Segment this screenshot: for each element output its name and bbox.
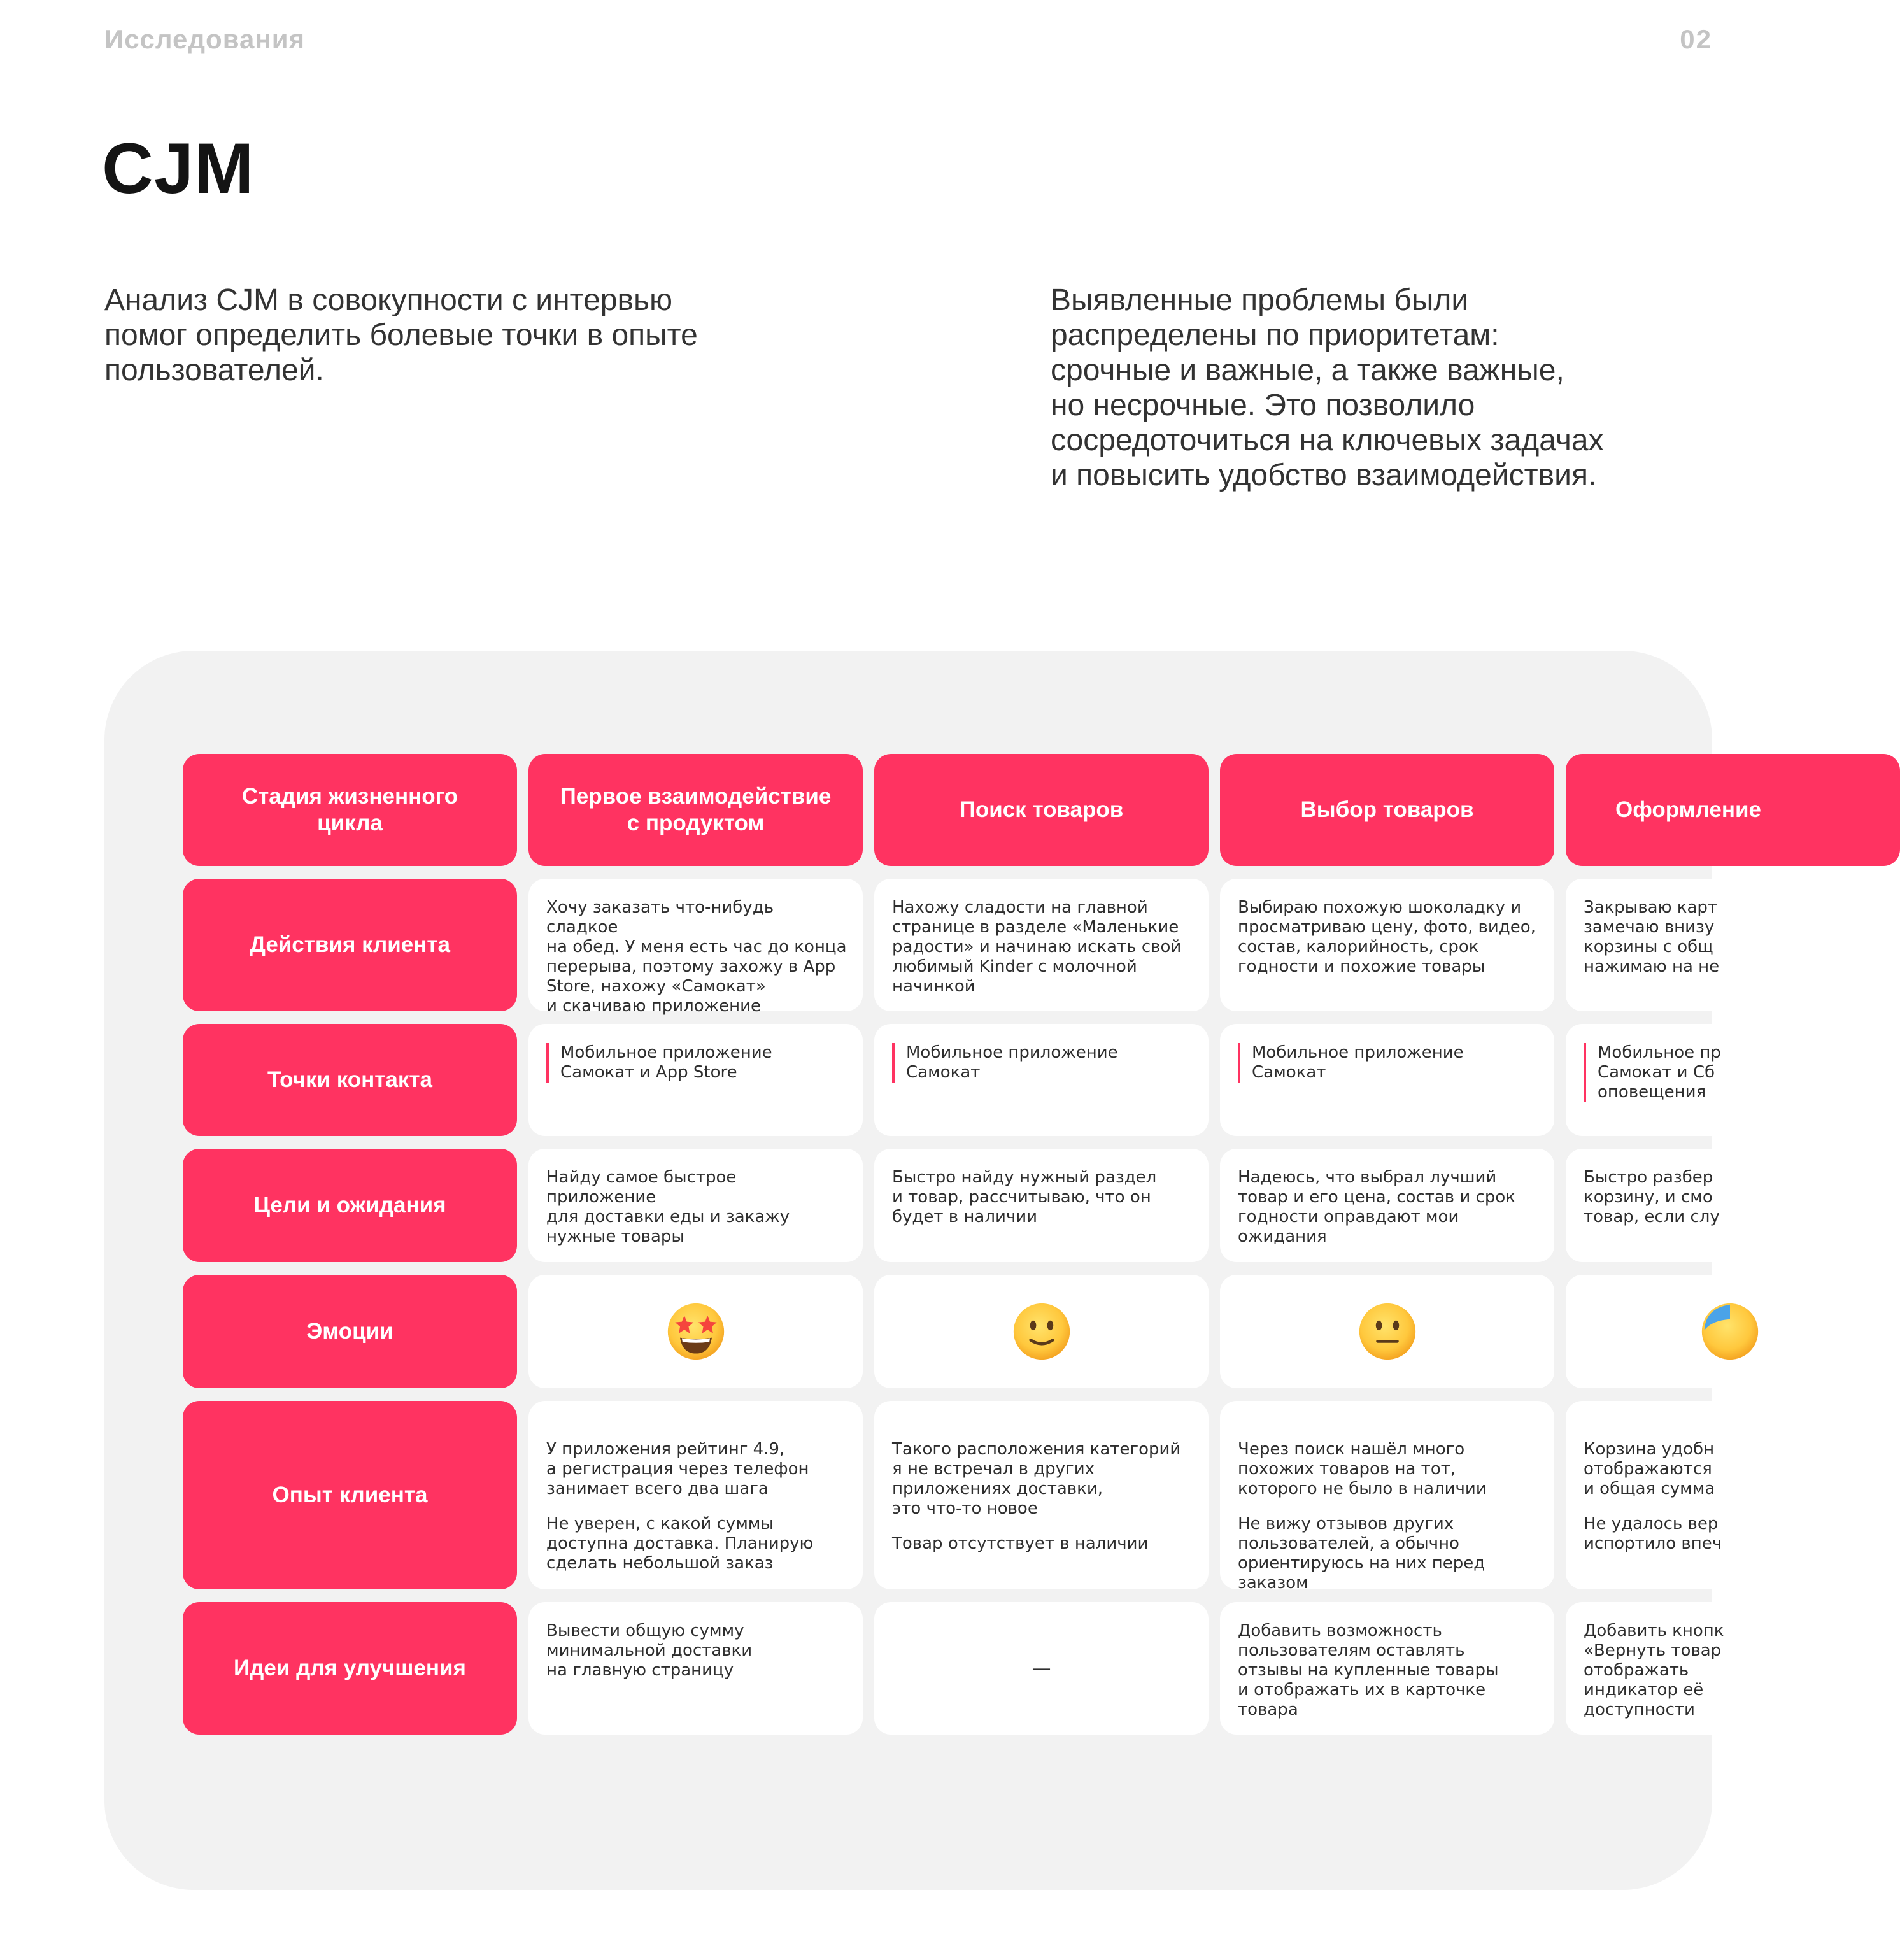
touchpoint-text: Мобильное приложение Самокат: [892, 1043, 1193, 1083]
cell-actions: Закрываю карт замечаю внизу корзины с общ нажимаю на не: [1566, 879, 1900, 1011]
experience-negative: Не вижу отзывов других пользователей, а обычно ориентируюсь на них перед заказом: [1238, 1514, 1485, 1593]
cjm-grid: [183, 754, 1900, 1735]
cell-actions: Выбираю похожую шоколадку и просматриваю цену, фото, видео, состав, калорийность, срок годности и похожие товары: [1220, 879, 1554, 1011]
cell-goals: Быстро найду нужный раздел и товар, рассчитываю, что он будет в наличии: [874, 1149, 1209, 1262]
experience-negative: Товар отсутствует в наличии: [892, 1534, 1149, 1553]
experience-negative: Не уверен, с какой суммы доступна доставка. Планирую сделать небольшой заказ: [546, 1514, 814, 1573]
intro-right: Выявленные проблемы были распределены по приоритетам: срочные и важные, а также важные, но несрочные. Это позволило сосредоточиться на ключевых задачах и повысить удобство взаимодействия.: [1051, 283, 1604, 492]
cell-emotion: [874, 1275, 1209, 1388]
experience-positive: Корзина удобн отображаются и общая сумма: [1584, 1440, 1715, 1498]
row-label-goals: Цели и ожидания: [183, 1149, 517, 1262]
cell-emotion: [1220, 1275, 1554, 1388]
stage-header: Оформление: [1566, 754, 1900, 866]
experience-positive: Такого расположения категорий я не встречал в других приложениях доставки, это что-то новое: [892, 1440, 1181, 1518]
cell-ideas: Добавить возможность пользователям оставлять отзывы на купленные товары и отображать их в карточке товара: [1220, 1602, 1554, 1735]
stage-header: Поиск товаров: [874, 754, 1209, 866]
cell-experience: [1220, 1401, 1554, 1593]
star-struck-emoji: [665, 1301, 727, 1362]
neutral-face-emoji: [1357, 1301, 1418, 1362]
cell-ideas: Добавить кнопк «Вернуть товар отображать индикатор её доступности: [1566, 1602, 1900, 1735]
cell-emotion: [1566, 1275, 1900, 1388]
cell-experience: [528, 1401, 863, 1589]
touchpoint-text: Мобильное пр Самокат и Сб оповещения: [1584, 1043, 1885, 1102]
cell-experience: [874, 1401, 1209, 1589]
touchpoint-text: Мобильное приложение Самокат и App Store: [546, 1043, 847, 1083]
cell-touchpoints: [874, 1024, 1209, 1136]
cell-actions: Нахожу сладости на главной странице в разделе «Маленькие радости» и начинаю искать свой любимый Kinder с молочной начинкой: [874, 879, 1209, 1011]
cell-ideas: —: [874, 1602, 1209, 1735]
cell-experience: [1566, 1401, 1900, 1589]
slightly-smiling-face-emoji: [1011, 1301, 1072, 1362]
stage-header: Выбор товаров: [1220, 754, 1554, 866]
section-label: Исследования: [104, 24, 306, 54]
row-label-touchpoints: Точки контакта: [183, 1024, 517, 1136]
partial-emoji: [1699, 1301, 1761, 1362]
stage-header: Первое взаимодействие с продуктом: [528, 754, 863, 866]
cjm-board: [104, 651, 1761, 1890]
experience-negative: Не удалось вер испортило впеч: [1584, 1514, 1722, 1553]
row-label-emotions: Эмоции: [183, 1275, 517, 1388]
corner-header: Стадия жизненного цикла: [183, 754, 517, 866]
row-label-experience: Опыт клиента: [183, 1401, 517, 1589]
cell-goals: Быстро разбер корзину, и смо товар, если слу: [1566, 1149, 1900, 1262]
cell-ideas: Вывести общую сумму минимальной доставки на главную страницу: [528, 1602, 863, 1735]
experience-positive: У приложения рейтинг 4.9, а регистрация через телефон занимает всего два шага: [546, 1440, 809, 1498]
cell-actions: Хочу заказать что-нибудь сладкое на обед. У меня есть час до конца перерыва, поэтому захожу в App Store, нахожу «Самокат» и скачиваю приложение: [528, 879, 863, 1011]
row-label-ideas: Идеи для улучшения: [183, 1602, 517, 1735]
cell-touchpoints: [1220, 1024, 1554, 1136]
cell-goals: Найду самое быстрое приложение для доставки еды и закажу нужные товары: [528, 1149, 863, 1262]
cell-touchpoints: [528, 1024, 863, 1136]
page-title: CJM: [102, 129, 255, 208]
experience-positive: Через поиск нашёл много похожих товаров на тот, которого не было в наличии: [1238, 1440, 1487, 1498]
page-number: 02: [1680, 24, 1712, 54]
cell-touchpoints: [1566, 1024, 1900, 1136]
touchpoint-text: Мобильное приложение Самокат: [1238, 1043, 1539, 1083]
row-label-actions: Действия клиента: [183, 879, 517, 1011]
cell-emotion: [528, 1275, 863, 1388]
intro-left: Анализ CJM в совокупности с интервью помог определить болевые точки в опыте пользователей.: [104, 283, 698, 387]
cell-goals: Надеюсь, что выбрал лучший товар и его цена, состав и срок годности оправдают мои ожидания: [1220, 1149, 1554, 1262]
